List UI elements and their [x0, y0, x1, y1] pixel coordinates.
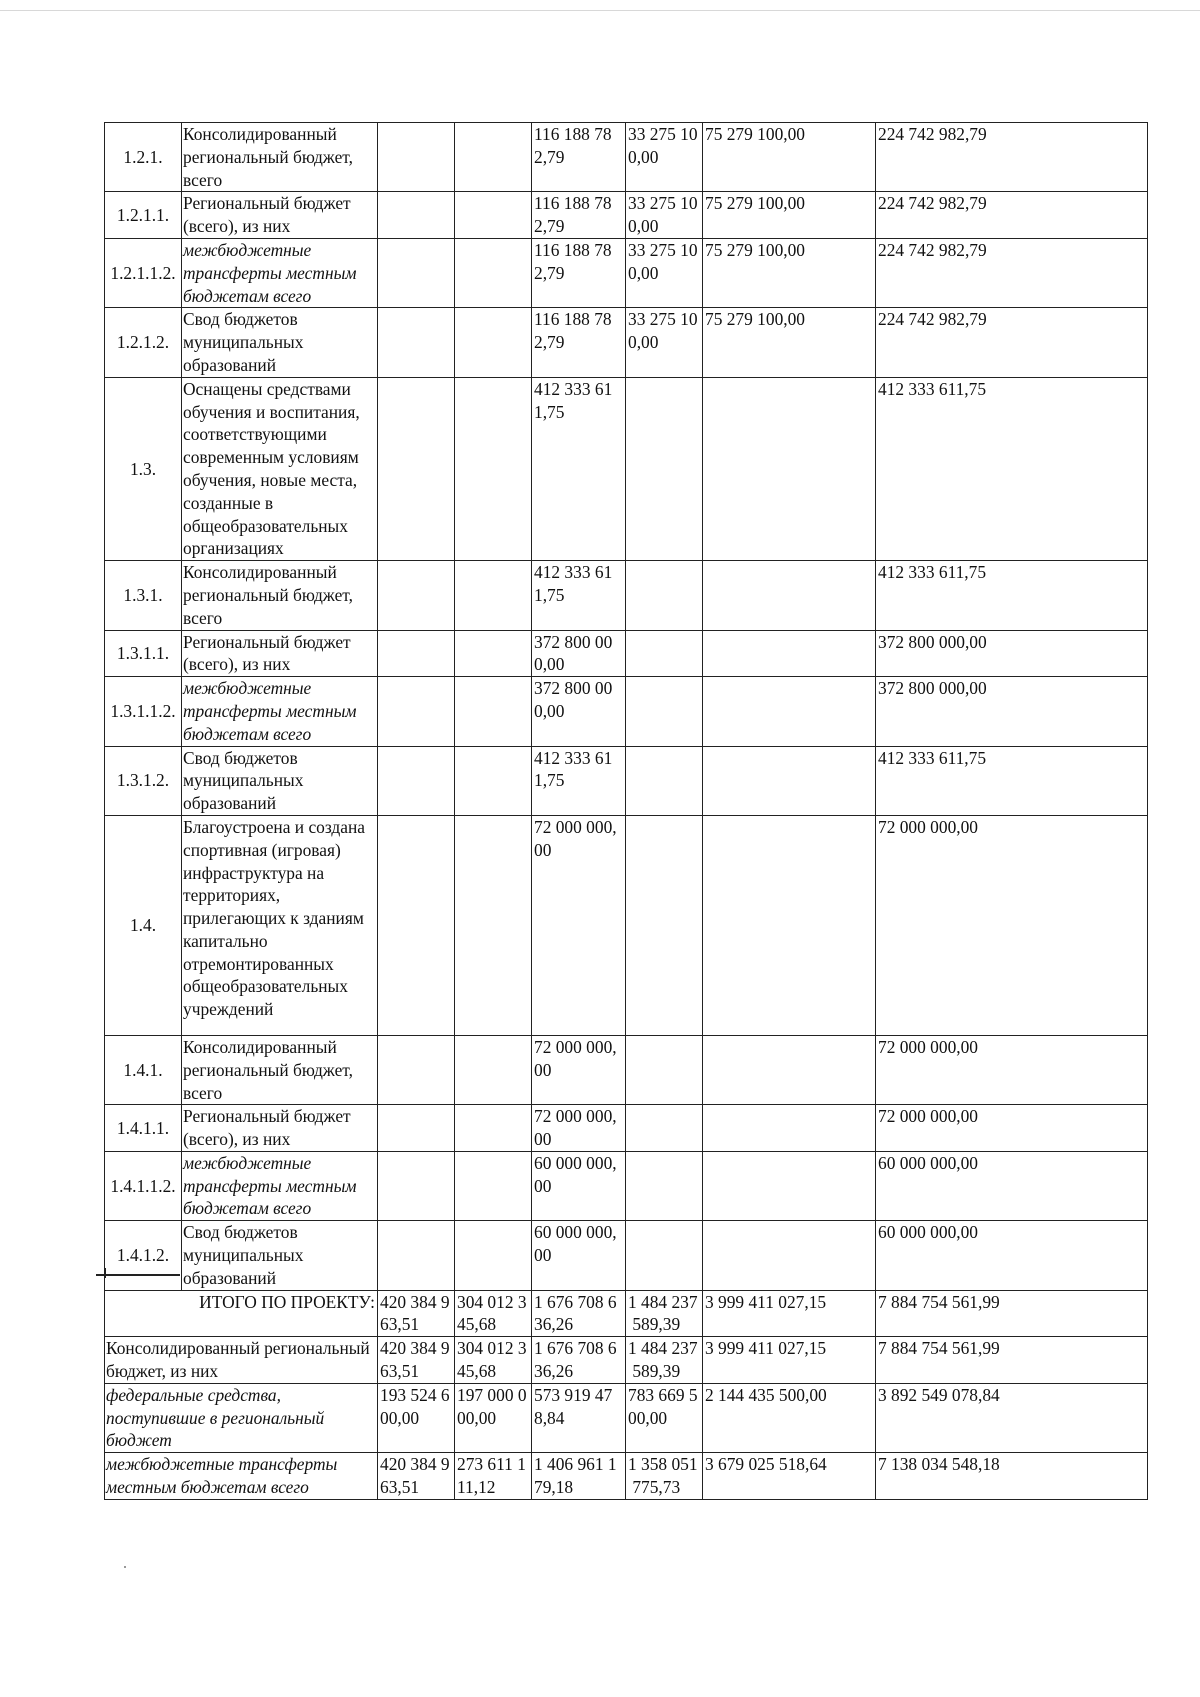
cell-total: 224 742 982,79	[876, 192, 1148, 239]
cell-c4	[626, 1105, 703, 1152]
summary-cell-c5: 3 999 411 027,15	[703, 1290, 876, 1337]
row-name: Благоустроена и создана спортивная (игровая) инфраструктура на территориях, прилегающих к зданиям капитально отремонтированных общеобразовательных учреждений	[182, 815, 378, 1035]
cell-c1	[378, 815, 455, 1035]
cell-c5	[703, 561, 876, 630]
cell-total: 224 742 982,79	[876, 308, 1148, 377]
cell-c4	[626, 1221, 703, 1290]
summary-cell-c1: 193 524 6 00,00	[378, 1383, 455, 1452]
cell-c1	[378, 1151, 455, 1220]
cell-c2	[455, 815, 532, 1035]
cell-c1	[378, 377, 455, 560]
summary-label: ИТОГО ПО ПРОЕКТУ:	[105, 1290, 378, 1337]
row-code: 1.4.1.1.2.	[105, 1151, 182, 1220]
row-code: 1.3.1.	[105, 561, 182, 630]
row-code: 1.4.1.1.	[105, 1105, 182, 1152]
table-body	[105, 123, 1148, 1500]
cell-c1	[378, 677, 455, 746]
cell-c5	[703, 746, 876, 815]
summary-cell-c2: 304 012 3 45,68	[455, 1290, 532, 1337]
cell-c5	[703, 1035, 876, 1104]
table-row	[105, 746, 1148, 815]
cell-c4	[626, 677, 703, 746]
summary-cell-c5: 3 679 025 518,64	[703, 1453, 876, 1500]
cell-total: 60 000 000,00	[876, 1151, 1148, 1220]
cell-c2	[455, 746, 532, 815]
cell-c1	[378, 1221, 455, 1290]
cell-c3: 72 000 000, 00	[532, 1105, 626, 1152]
row-name: Региональный бюджет (всего), из них	[182, 192, 378, 239]
summary-cell-c5: 3 999 411 027,15	[703, 1337, 876, 1384]
table-row	[105, 1151, 1148, 1220]
cell-c2	[455, 1151, 532, 1220]
cell-total: 372 800 000,00	[876, 630, 1148, 677]
cell-c2	[455, 677, 532, 746]
cell-c1	[378, 1105, 455, 1152]
table-row	[105, 123, 1148, 192]
cell-c3: 72 000 000, 00	[532, 815, 626, 1035]
cell-c1	[378, 238, 455, 307]
summary-cell-c2: 304 012 3 45,68	[455, 1337, 532, 1384]
row-name: Консолидированный региональный бюджет, всего	[182, 1035, 378, 1104]
summary-cell-total: 7 138 034 548,18	[876, 1453, 1148, 1500]
summary-row	[105, 1383, 1148, 1452]
cell-c3: 116 188 78 2,79	[532, 238, 626, 307]
summary-cell-c5: 2 144 435 500,00	[703, 1383, 876, 1452]
row-name: межбюджетные трансферты местным бюджетам всего	[182, 1151, 378, 1220]
row-code: 1.3.	[105, 377, 182, 560]
table-row	[105, 630, 1148, 677]
row-name: Свод бюджетов муниципальных образований	[182, 308, 378, 377]
row-name: межбюджетные трансферты местным бюджетам всего	[182, 238, 378, 307]
row-name: межбюджетные трансферты местным бюджетам всего	[182, 677, 378, 746]
row-code: 1.3.1.2.	[105, 746, 182, 815]
row-code: 1.2.1.1.	[105, 192, 182, 239]
cell-total: 72 000 000,00	[876, 815, 1148, 1035]
margin-tick-mark	[104, 1268, 106, 1278]
cell-c3: 412 333 61 1,75	[532, 377, 626, 560]
cell-total: 412 333 611,75	[876, 561, 1148, 630]
summary-cell-c1: 420 384 9 63,51	[378, 1453, 455, 1500]
summary-label: федеральные средства, поступившие в региональный бюджет	[105, 1383, 378, 1452]
cell-c5	[703, 677, 876, 746]
summary-cell-c3: 573 919 47 8,84	[532, 1383, 626, 1452]
cell-c3: 116 188 78 2,79	[532, 308, 626, 377]
cell-total: 412 333 611,75	[876, 746, 1148, 815]
row-code: 1.4.1.	[105, 1035, 182, 1104]
cell-c3: 372 800 00 0,00	[532, 677, 626, 746]
summary-cell-c4: 783 669 5 00,00	[626, 1383, 703, 1452]
cell-c1	[378, 1035, 455, 1104]
summary-cell-c4: 1 358 051 775,73	[626, 1453, 703, 1500]
row-code: 1.2.1.	[105, 123, 182, 192]
summary-cell-c3: 1 406 961 1 79,18	[532, 1453, 626, 1500]
cell-c1	[378, 192, 455, 239]
table-row	[105, 1035, 1148, 1104]
cell-c2	[455, 630, 532, 677]
cell-c2	[455, 192, 532, 239]
cell-c3: 60 000 000, 00	[532, 1221, 626, 1290]
summary-cell-total: 3 892 549 078,84	[876, 1383, 1148, 1452]
table-row	[105, 1105, 1148, 1152]
margin-dash-mark	[96, 1274, 180, 1276]
cell-c2	[455, 377, 532, 560]
summary-cell-c1: 420 384 9 63,51	[378, 1337, 455, 1384]
cell-c2	[455, 1035, 532, 1104]
cell-c2	[455, 1105, 532, 1152]
summary-cell-c4: 1 484 237 589,39	[626, 1337, 703, 1384]
cell-c5: 75 279 100,00	[703, 123, 876, 192]
cell-c3: 60 000 000, 00	[532, 1151, 626, 1220]
cell-c4	[626, 630, 703, 677]
table-row	[105, 238, 1148, 307]
cell-c4: 33 275 10 0,00	[626, 308, 703, 377]
cell-c2	[455, 308, 532, 377]
row-code: 1.3.1.1.	[105, 630, 182, 677]
cell-total: 60 000 000,00	[876, 1221, 1148, 1290]
cell-c3: 372 800 00 0,00	[532, 630, 626, 677]
summary-row	[105, 1290, 1148, 1337]
table-row	[105, 561, 1148, 630]
scan-edge-line	[0, 10, 1200, 11]
cell-c5: 75 279 100,00	[703, 238, 876, 307]
summary-cell-c3: 1 676 708 6 36,26	[532, 1290, 626, 1337]
summary-row	[105, 1453, 1148, 1500]
cell-c2	[455, 123, 532, 192]
cell-c4	[626, 1035, 703, 1104]
summary-label: Консолидированный региональный бюджет, из них	[105, 1337, 378, 1384]
cell-c4	[626, 815, 703, 1035]
table-row	[105, 192, 1148, 239]
cell-c5	[703, 815, 876, 1035]
table-row	[105, 815, 1148, 1035]
summary-cell-total: 7 884 754 561,99	[876, 1290, 1148, 1337]
cell-total: 72 000 000,00	[876, 1035, 1148, 1104]
row-name: Свод бюджетов муниципальных образований	[182, 1221, 378, 1290]
cell-c1	[378, 308, 455, 377]
row-code: 1.4.1.2.	[105, 1221, 182, 1290]
cell-c4	[626, 561, 703, 630]
row-code: 1.2.1.1.2.	[105, 238, 182, 307]
row-code: 1.2.1.2.	[105, 308, 182, 377]
cell-c1	[378, 746, 455, 815]
summary-label: межбюджетные трансферты местным бюджетам всего	[105, 1453, 378, 1500]
summary-cell-c4: 1 484 237 589,39	[626, 1290, 703, 1337]
cell-c1	[378, 123, 455, 192]
cell-c3: 116 188 78 2,79	[532, 123, 626, 192]
cell-total: 372 800 000,00	[876, 677, 1148, 746]
cell-c1	[378, 561, 455, 630]
row-name: Консолидированный региональный бюджет, всего	[182, 123, 378, 192]
cell-c4: 33 275 10 0,00	[626, 123, 703, 192]
summary-row	[105, 1337, 1148, 1384]
cell-c2	[455, 1221, 532, 1290]
table-row	[105, 377, 1148, 560]
cell-total: 412 333 611,75	[876, 377, 1148, 560]
cell-total: 72 000 000,00	[876, 1105, 1148, 1152]
cell-c5: 75 279 100,00	[703, 308, 876, 377]
row-name: Свод бюджетов муниципальных образований	[182, 746, 378, 815]
cell-c3: 412 333 61 1,75	[532, 746, 626, 815]
row-name: Оснащены средствами обучения и воспитания, соответствующими современным условиям обучения, новые места, созданные в общеобразовательных организациях	[182, 377, 378, 560]
cell-c5	[703, 630, 876, 677]
summary-cell-total: 7 884 754 561,99	[876, 1337, 1148, 1384]
cell-c3: 412 333 61 1,75	[532, 561, 626, 630]
cell-c4: 33 275 10 0,00	[626, 238, 703, 307]
summary-cell-c1: 420 384 9 63,51	[378, 1290, 455, 1337]
cell-c2	[455, 561, 532, 630]
cell-c4	[626, 1151, 703, 1220]
cell-c2	[455, 238, 532, 307]
cell-c4: 33 275 10 0,00	[626, 192, 703, 239]
cell-c3: 116 188 78 2,79	[532, 192, 626, 239]
row-code: 1.3.1.1.2.	[105, 677, 182, 746]
summary-cell-c2: 197 000 0 00,00	[455, 1383, 532, 1452]
row-name: Консолидированный региональный бюджет, всего	[182, 561, 378, 630]
cell-c1	[378, 630, 455, 677]
table-row	[105, 1221, 1148, 1290]
cell-c5	[703, 1105, 876, 1152]
budget-table	[104, 122, 1148, 1500]
scan-speck	[124, 1566, 126, 1568]
table-row	[105, 677, 1148, 746]
summary-cell-c3: 1 676 708 6 36,26	[532, 1337, 626, 1384]
row-name: Региональный бюджет (всего), из них	[182, 1105, 378, 1152]
cell-total: 224 742 982,79	[876, 238, 1148, 307]
summary-cell-c2: 273 611 1 11,12	[455, 1453, 532, 1500]
cell-c3: 72 000 000, 00	[532, 1035, 626, 1104]
cell-c5	[703, 377, 876, 560]
row-code: 1.4.	[105, 815, 182, 1035]
cell-c5	[703, 1221, 876, 1290]
cell-c4	[626, 377, 703, 560]
cell-c4	[626, 746, 703, 815]
row-name: Региональный бюджет (всего), из них	[182, 630, 378, 677]
cell-total: 224 742 982,79	[876, 123, 1148, 192]
table-row	[105, 308, 1148, 377]
cell-c5: 75 279 100,00	[703, 192, 876, 239]
cell-c5	[703, 1151, 876, 1220]
